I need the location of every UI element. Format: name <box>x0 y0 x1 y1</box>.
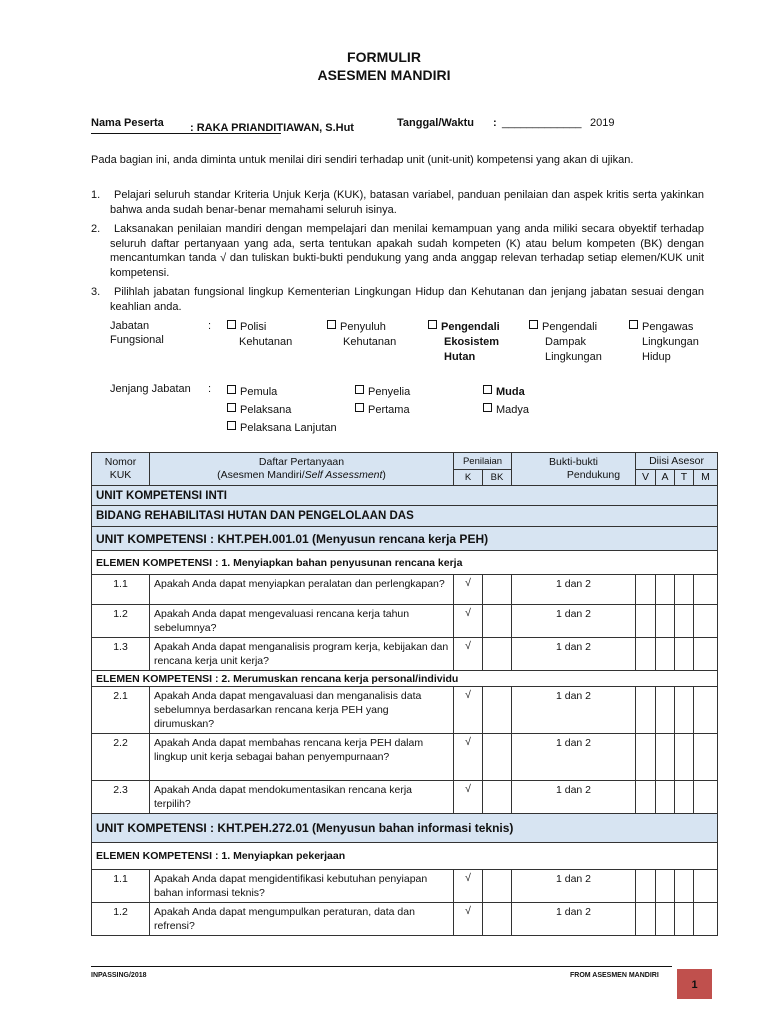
kuk-number: 1.2 <box>92 605 150 638</box>
section-unit-1: UNIT KOMPETENSI : KHT.PEH.001.01 (Menyusun rencana kerja PEH) <box>92 527 718 551</box>
asesor-t[interactable] <box>675 687 694 734</box>
header-diisi-asesor: Diisi Asesor <box>636 453 718 470</box>
k-check[interactable]: √ <box>454 734 483 781</box>
asesor-v[interactable] <box>636 575 656 605</box>
question-text: Apakah Anda dapat mengumpulkan peraturan, data dan refrensi? <box>150 903 454 936</box>
asesor-m[interactable] <box>694 903 718 936</box>
header-a: A <box>656 470 675 486</box>
header-bukti: Bukti-bukti Pendukung <box>512 453 636 486</box>
asesor-t[interactable] <box>675 575 694 605</box>
asesor-m[interactable] <box>694 605 718 638</box>
bukti-cell[interactable]: 1 dan 2 <box>512 781 636 814</box>
k-check[interactable]: √ <box>454 638 483 671</box>
question-text: Apakah Anda dapat mengavaluasi dan menganalisis data sebelumnya berdasarkan rencana kerja PEH yang dirumuskan? <box>150 687 454 734</box>
checkbox-icon[interactable] <box>355 385 364 394</box>
table-row <box>92 638 718 671</box>
jenjang-option-muda[interactable]: Muda <box>483 383 529 401</box>
jenjang-col3 <box>483 383 529 419</box>
header-bk: BK <box>483 470 512 486</box>
instruction-3-num: 3. <box>91 286 101 298</box>
jenjang-option-penyelia[interactable]: Penyelia <box>355 383 410 401</box>
bukti-cell[interactable]: 1 dan 2 <box>512 734 636 781</box>
asesor-t[interactable] <box>675 605 694 638</box>
tanggal-colon: : <box>493 117 497 129</box>
asesor-a[interactable] <box>656 575 675 605</box>
jenjang-option-pemula[interactable]: Pemula <box>227 383 337 401</box>
asesor-m[interactable] <box>694 575 718 605</box>
checkbox-icon[interactable] <box>483 403 492 412</box>
tanggal-field[interactable]: _____________ <box>502 117 582 129</box>
asesor-t[interactable] <box>675 781 694 814</box>
checkbox-icon[interactable] <box>355 403 364 412</box>
checkbox-icon[interactable] <box>327 320 336 329</box>
nama-label: Nama Peserta <box>91 117 164 129</box>
header-m: M <box>694 470 718 486</box>
jenjang-option-pertama[interactable]: Pertama <box>355 401 410 419</box>
asesor-v[interactable] <box>636 870 656 903</box>
table-row <box>92 605 718 638</box>
table-row <box>92 575 718 605</box>
table-header-row-1 <box>92 453 718 470</box>
instruction-1-num: 1. <box>91 189 101 201</box>
instruction-2-text: Laksanakan penilaian mandiri dengan mempelajari dan menilai kemampuan yang anda miliki secara obyektif terhadap seluruh daftar pertanyaan yang ada, serta tentukan apakah sudah kompeten (K) atau belum kompeten (BK) dengan mencantumkan tanda √ dan tuliskan bukti-bukti pendukung yang anda anggap relevan terhadap setiap elemen/KUK unit kompetensi. <box>110 223 704 279</box>
asesor-v[interactable] <box>636 734 656 781</box>
checkbox-icon[interactable] <box>227 421 236 430</box>
bk-check[interactable] <box>483 870 512 903</box>
jenjang-col2 <box>355 383 410 419</box>
asesor-a[interactable] <box>656 870 675 903</box>
kuk-number: 2.3 <box>92 781 150 814</box>
asesor-m[interactable] <box>694 638 718 671</box>
page-number: 1 <box>677 969 712 999</box>
asesor-a[interactable] <box>656 781 675 814</box>
kuk-number: 1.2 <box>92 903 150 936</box>
jabatan-option-pengendali-ekosistem[interactable]: Pengendali Ekosistem Hutan <box>428 320 500 365</box>
bukti-cell[interactable]: 1 dan 2 <box>512 575 636 605</box>
asesor-t[interactable] <box>675 638 694 671</box>
question-text: Apakah Anda dapat mendokumentasikan rencana kerja terpilih? <box>150 781 454 814</box>
asesor-v[interactable] <box>636 781 656 814</box>
bukti-cell[interactable]: 1 dan 2 <box>512 687 636 734</box>
section-bidang: BIDANG REHABILITASI HUTAN DAN PENGELOLAAN DAS <box>92 506 718 527</box>
element-row: ELEMEN KOMPETENSI : 1. Menyiapkan pekerjaan <box>92 843 718 870</box>
footer-left: INPASSING/2018 <box>91 972 147 979</box>
jabatan-colon: : <box>208 320 212 332</box>
asesor-v[interactable] <box>636 605 656 638</box>
asesor-t[interactable] <box>675 903 694 936</box>
k-check[interactable]: √ <box>454 903 483 936</box>
checkbox-icon[interactable] <box>629 320 638 329</box>
checkbox-icon[interactable] <box>529 320 538 329</box>
asesor-v[interactable] <box>636 903 656 936</box>
checkbox-icon[interactable] <box>227 320 236 329</box>
jenjang-label: Jenjang Jabatan <box>110 383 191 395</box>
asesor-m[interactable] <box>694 687 718 734</box>
kuk-number: 1.1 <box>92 575 150 605</box>
intro-text: Pada bagian ini, anda diminta untuk menilai diri sendiri terhadap unit (unit-unit) kompetensi yang akan di ujikan. <box>91 154 634 166</box>
bukti-cell[interactable]: 1 dan 2 <box>512 903 636 936</box>
header-nomor-kuk: Nomor KUK <box>92 453 150 486</box>
table-row <box>92 687 718 734</box>
footer-right: FROM ASESMEN MANDIRI <box>570 972 659 979</box>
header-k: K <box>454 470 483 486</box>
jenjang-option-pelaksana[interactable]: Pelaksana <box>227 401 337 419</box>
bukti-cell[interactable]: 1 dan 2 <box>512 870 636 903</box>
jenjang-option-madya[interactable]: Madya <box>483 401 529 419</box>
header-v: V <box>636 470 656 486</box>
jabatan-option-penyuluh[interactable]: Penyuluh Kehutanan <box>327 320 396 350</box>
asesor-a[interactable] <box>656 903 675 936</box>
instruction-1-text: Pelajari seluruh standar Kriteria Unjuk Kerja (KUK), batasan variabel, panduan penilaian dan aspek kritis serta yakinkan bahwa anda sudah benar-benar memahami seluruh isinya. <box>110 189 704 216</box>
asesor-a[interactable] <box>656 687 675 734</box>
bk-check[interactable] <box>483 781 512 814</box>
bk-check[interactable] <box>483 903 512 936</box>
asesor-a[interactable] <box>656 605 675 638</box>
kuk-number: 2.2 <box>92 734 150 781</box>
section-unit-inti: UNIT KOMPETENSI INTI <box>92 486 718 506</box>
question-text: Apakah Anda dapat membahas rencana kerja PEH dalam lingkup unit kerja sebagai bahan penyempurnaan? <box>150 734 454 781</box>
table-row <box>92 734 718 781</box>
kuk-number: 1.1 <box>92 870 150 903</box>
instruction-2-num: 2. <box>91 223 101 235</box>
asesor-v[interactable] <box>636 638 656 671</box>
asesor-m[interactable] <box>694 870 718 903</box>
question-text: Apakah Anda dapat mengidentifikasi kebutuhan penyiapan bahan informasi teknis? <box>150 870 454 903</box>
bk-check[interactable] <box>483 575 512 605</box>
section-unit-2: UNIT KOMPETENSI : KHT.PEH.272.01 (Menyusun bahan informasi teknis) <box>92 814 718 843</box>
footer-rule <box>91 966 672 967</box>
tanggal-label: Tanggal/Waktu <box>397 117 474 129</box>
k-check[interactable]: √ <box>454 781 483 814</box>
asesor-v[interactable] <box>636 687 656 734</box>
k-check[interactable]: √ <box>454 870 483 903</box>
bk-check[interactable] <box>483 687 512 734</box>
tanggal-year: 2019 <box>590 117 615 129</box>
bk-check[interactable] <box>483 605 512 638</box>
jabatan-option-polisi[interactable]: Polisi Kehutanan <box>227 320 292 350</box>
form-title: FORMULIR <box>347 49 421 65</box>
assessment-table <box>91 452 718 936</box>
jenjang-option-pelaksana-lanjutan[interactable]: Pelaksana Lanjutan <box>227 419 337 437</box>
checkbox-icon[interactable] <box>227 385 236 394</box>
table-row <box>92 781 718 814</box>
header-daftar-pertanyaan: Daftar Pertanyaan (Asesmen Mandiri/Self Assessment) <box>150 453 454 486</box>
asesor-a[interactable] <box>656 638 675 671</box>
table-row <box>92 903 718 936</box>
kuk-number: 2.1 <box>92 687 150 734</box>
checkbox-icon[interactable] <box>428 320 437 329</box>
asesor-t[interactable] <box>675 870 694 903</box>
element-row: ELEMEN KOMPETENSI : 1. Menyiapkan bahan penyusunan rencana kerja <box>92 551 718 575</box>
header-penilaian: Penilaian <box>454 453 512 470</box>
jenjang-colon: : <box>208 383 212 395</box>
instruction-3-text: Pilihlah jabatan fungsional lingkup Kementerian Lingkungan Hidup dan Kehutanan dan jenjang jabatan sesuai dengan keahlian anda. <box>110 286 704 313</box>
kuk-number: 1.3 <box>92 638 150 671</box>
k-check[interactable]: √ <box>454 605 483 638</box>
bk-check[interactable] <box>483 638 512 671</box>
asesor-m[interactable] <box>694 734 718 781</box>
asesor-m[interactable] <box>694 781 718 814</box>
jabatan-option-pengawas[interactable]: Pengawas Lingkungan Hidup <box>629 320 699 365</box>
header-t: T <box>675 470 694 486</box>
jabatan-option-pengendali-dampak[interactable]: Pengendali Dampak Lingkungan <box>529 320 602 365</box>
question-text: Apakah Anda dapat menyiapkan peralatan dan perlengkapan? <box>150 575 454 605</box>
k-check[interactable]: √ <box>454 575 483 605</box>
checkbox-icon[interactable] <box>227 403 236 412</box>
element-row: ELEMEN KOMPETENSI : 2. Merumuskan rencana kerja personal/individu <box>92 671 718 687</box>
bukti-cell[interactable]: 1 dan 2 <box>512 605 636 638</box>
k-check[interactable]: √ <box>454 687 483 734</box>
jenjang-col1 <box>227 383 337 437</box>
bk-check[interactable] <box>483 734 512 781</box>
jabatan-label: Jabatan Fungsional <box>110 320 164 346</box>
nama-value: : RAKA PRIANDITIAWAN, S.Hut <box>190 122 354 134</box>
table-row <box>92 870 718 903</box>
question-text: Apakah Anda dapat menganalisis program kerja, kebijakan dan rencana kerja unit kerja? <box>150 638 454 671</box>
checkbox-icon[interactable] <box>483 385 492 394</box>
asesor-t[interactable] <box>675 734 694 781</box>
form-subtitle: ASESMEN MANDIRI <box>317 67 451 83</box>
question-text: Apakah Anda dapat mengevaluasi rencana kerja tahun sebelumnya? <box>150 605 454 638</box>
asesor-a[interactable] <box>656 734 675 781</box>
bukti-cell[interactable]: 1 dan 2 <box>512 638 636 671</box>
